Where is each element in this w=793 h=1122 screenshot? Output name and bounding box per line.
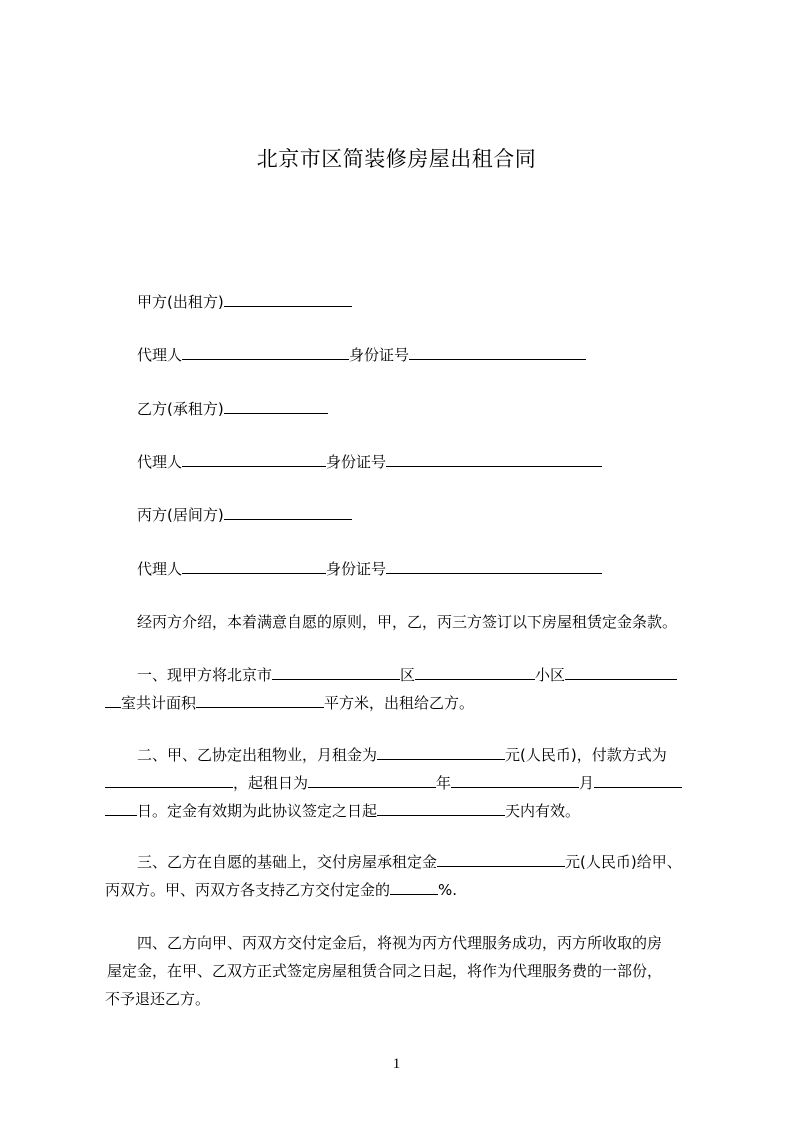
party-b-agent-line <box>137 452 602 472</box>
month-label: 月 <box>579 774 595 792</box>
year-blank[interactable] <box>308 773 436 788</box>
district-label: 区 <box>400 666 416 684</box>
clause-2-line-3 <box>105 801 580 821</box>
percent-sign: %. <box>438 881 458 899</box>
percent-blank[interactable] <box>390 880 438 895</box>
clause-3-text: 三、乙方在自愿的基础上，交付房屋承租定金 <box>137 853 438 871</box>
payment-label: 元(人民币)，付款方式为 <box>505 746 667 764</box>
id-number-blank[interactable] <box>386 452 602 467</box>
agent-label: 代理人 <box>137 560 183 578</box>
party-a-blank[interactable] <box>224 292 352 307</box>
validity-days-blank[interactable] <box>377 801 505 816</box>
day-blank[interactable] <box>594 773 682 788</box>
day-blank-cont[interactable] <box>105 801 137 816</box>
party-a-agent-line <box>137 345 586 365</box>
community-blank[interactable] <box>415 665 535 680</box>
intro-paragraph: 经丙方介绍，本着满意自愿的原则，甲，乙，丙三方签订以下房屋租赁定金条款。 <box>137 613 678 631</box>
clause-4-line-2: 屋定金，在甲、乙双方正式签定房屋租赁合同之日起，将作为代理服务费的一部份， <box>107 962 663 980</box>
clause-4-line-3: 不予退还乙方。 <box>105 990 211 1008</box>
clause-1-text: 一、现甲方将北京市 <box>137 666 273 684</box>
clause-3-line-2 <box>105 880 457 900</box>
area-label: 室共计面积 <box>121 694 197 712</box>
agent-label: 代理人 <box>137 346 183 364</box>
party-b-label: 乙方(承租方) <box>137 400 224 418</box>
clause-2-line-1 <box>137 745 667 765</box>
party-a-line <box>137 292 352 312</box>
room-blank[interactable] <box>565 665 677 680</box>
validity-end-text: 天内有效。 <box>505 802 581 820</box>
start-date-label: ，起租日为 <box>233 774 309 792</box>
rent-blank[interactable] <box>377 745 505 760</box>
year-label: 年 <box>436 774 452 792</box>
deposit-currency-label: 元(人民币)给甲、 <box>565 853 682 871</box>
clause-3-text-2: 丙双方。甲、丙双方各支持乙方交付定金的 <box>105 881 391 899</box>
agent-name-blank[interactable] <box>182 559 326 574</box>
month-blank[interactable] <box>451 773 579 788</box>
party-b-line <box>137 399 328 419</box>
clause-4-line-1: 四、乙方向甲、丙双方交付定金后，将视为丙方代理服务成功，丙方所收取的房 <box>137 934 663 952</box>
party-a-label: 甲方(出租方) <box>137 293 224 311</box>
id-label: 身份证号 <box>326 560 387 578</box>
clause-2-line-2 <box>105 773 682 793</box>
page-number: 1 <box>392 1056 401 1072</box>
room-blank-cont[interactable] <box>105 693 121 708</box>
deposit-blank[interactable] <box>437 852 565 867</box>
id-label: 身份证号 <box>349 346 410 364</box>
clause-2-text: 二、甲、乙协定出租物业，月租金为 <box>137 746 378 764</box>
payment-method-blank[interactable] <box>105 773 233 788</box>
party-c-label: 丙方(居间方) <box>137 506 224 524</box>
id-number-blank[interactable] <box>409 345 586 360</box>
party-c-line <box>137 505 352 525</box>
clause-1-line-2 <box>105 693 474 713</box>
agent-label: 代理人 <box>137 453 183 471</box>
agent-name-blank[interactable] <box>182 452 326 467</box>
clause-1-line-1 <box>137 665 677 685</box>
area-blank[interactable] <box>196 693 324 708</box>
document-title: 北京市区简装修房屋出租合同 <box>256 147 537 171</box>
clause-3-line-1 <box>137 852 682 872</box>
id-number-blank[interactable] <box>386 559 602 574</box>
community-label: 小区 <box>535 666 566 684</box>
id-label: 身份证号 <box>326 453 387 471</box>
district-blank[interactable] <box>272 665 400 680</box>
party-b-blank[interactable] <box>224 399 328 414</box>
validity-label: 日。定金有效期为此协议签定之日起 <box>137 802 378 820</box>
agent-name-blank[interactable] <box>182 345 349 360</box>
party-c-agent-line <box>137 559 602 579</box>
party-c-blank[interactable] <box>224 505 352 520</box>
clause-1-end-text: 平方米，出租给乙方。 <box>324 694 475 712</box>
